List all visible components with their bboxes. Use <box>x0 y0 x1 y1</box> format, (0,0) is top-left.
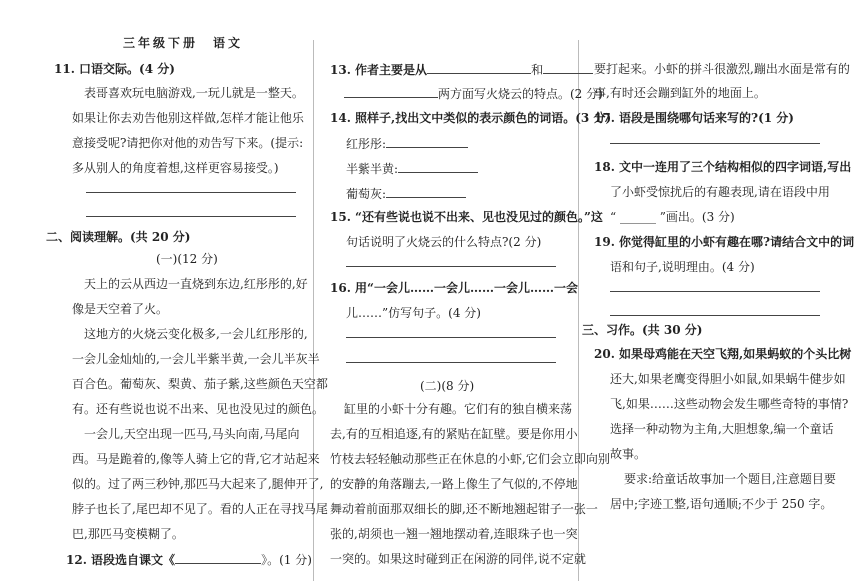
page-header: 三年级下册 语文 <box>123 36 244 50</box>
q14-blank[interactable] <box>386 186 466 198</box>
q12-text: 12. 语段选自课文《 <box>66 553 176 567</box>
section-3-heading: 三、习作。(共 30 分) <box>582 323 703 337</box>
passage-line: 一会儿金灿灿的,一会儿半紫半黄,一会儿半灰半 <box>72 352 320 366</box>
q18-question-cont: “ ______ ”画出。(3 分) <box>610 210 735 224</box>
passage-line: 一突的。如果这时碰到正在闲游的同伴,说不定就 <box>330 552 586 566</box>
q16-question: 16. 用“一会儿……一会儿……一会儿……一会 <box>330 281 578 295</box>
passage-line: 要打起来。小虾的拼斗很激烈,蹦出水面是常有的 <box>594 62 850 76</box>
q13-text-cont: 两方面写火烧云的特点。(2 分) <box>438 87 603 101</box>
q14-item <box>346 186 466 201</box>
passage-line: 像是天空着了火。 <box>72 302 169 316</box>
passage-line: 缸里的小虾十分有趣。它们有的独自横来荡 <box>344 402 573 416</box>
q14-blank[interactable] <box>386 136 468 148</box>
q20-question-cont: 故事。 <box>610 447 647 461</box>
q13-text: 13. 作者主要是从 <box>330 63 428 77</box>
q20-requirement: 要求:给童话故事加一个题目,注意题目要 <box>624 472 836 486</box>
q13-blank-2[interactable] <box>543 62 593 74</box>
q13-blank-3[interactable] <box>344 86 438 98</box>
q11-heading: 11. 口语交际。(4 分) <box>54 62 175 76</box>
answer-line[interactable] <box>346 362 556 363</box>
q14-question: 14. 照样子,找出文中类似的表示颜色的词语。(3 分) <box>330 111 612 125</box>
passage-line: 巴,那匹马变模糊了。 <box>72 527 184 541</box>
q15-question: 15. “还有些说也说不出来、见也没见过的颜色。”这 <box>330 210 603 224</box>
q12-question <box>66 552 312 567</box>
passage-line: 一会儿,天空出现一匹马,马头向南,马尾向 <box>84 427 300 441</box>
q20-question: 20. 如果母鸡能在天空飞翔,如果蚂蚁的个头比树 <box>594 347 852 361</box>
passage-line: 去,有的互相追逐,有的紧贴在缸壁。要是你用小 <box>330 427 578 441</box>
passage-line: 天上的云从西边一直烧到东边,红彤彤的,好 <box>84 277 308 291</box>
q14-item <box>346 161 478 176</box>
passage-line: 西。马是跪着的,像等人骑上它的背,它才站起来 <box>72 452 320 466</box>
q11-line: 表哥喜欢玩电脑游戏,一玩儿就是一整天。 <box>84 86 304 100</box>
q14-item <box>346 136 468 151</box>
q13-question-cont <box>344 86 603 101</box>
q20-question-cont: 飞,如果……这些动物会发生哪些奇特的事情? <box>610 397 849 411</box>
passage-line: 脖子也长了,尾巴却不见了。看的人正在寻找马尾 <box>72 502 328 516</box>
q11-line: 如果让你去劝告他别这样做,怎样才能让他乐 <box>72 111 304 125</box>
answer-line[interactable] <box>346 337 556 338</box>
answer-line[interactable] <box>610 143 820 144</box>
q20-question-cont: 选择一种动物为主角,大胆想象,编一个童话 <box>610 422 834 436</box>
q13-and: 和 <box>531 63 544 77</box>
answer-line[interactable] <box>610 315 820 316</box>
q16-question-cont: 儿……”仿写句子。(4 分) <box>346 306 481 320</box>
q19-question: 19. 你觉得缸里的小虾有趣在哪?请结合文中的词 <box>594 235 855 249</box>
answer-line[interactable] <box>86 192 296 193</box>
q14-label: 葡萄灰: <box>346 187 387 201</box>
answer-line[interactable] <box>346 266 556 267</box>
q13-question <box>330 62 593 77</box>
passage-line: 事,有时还会蹦到缸外的地面上。 <box>594 86 766 100</box>
passage-line: 张的,胡须也一翘一翘地摆动着,连眼珠子也一突 <box>330 527 578 541</box>
q14-blank[interactable] <box>398 161 478 173</box>
passage-line: 竹枝去轻轻触动那些正在休息的小虾,它们会立即向别 <box>330 452 610 466</box>
answer-line[interactable] <box>86 216 296 217</box>
q20-question-cont: 还大,如果老鹰变得胆小如鼠,如果蜗牛健步如 <box>610 372 846 386</box>
q14-label: 红彤彤: <box>346 137 387 151</box>
q20-requirement-cont: 居中;字迹工整,语句通顺;不少于 250 字。 <box>610 497 833 511</box>
q13-blank-1[interactable] <box>427 62 531 74</box>
passage-line: 舞动着前面那双细长的脚,还不断地翘起钳子一张一 <box>330 502 598 516</box>
q18-question: 18. 文中一连用了三个结构相似的四字词语,写出 <box>594 160 852 174</box>
section-2-heading: 二、阅读理解。(共 20 分) <box>46 230 191 244</box>
part-1-heading: (一)(12 分) <box>156 252 218 266</box>
column-divider <box>313 40 314 581</box>
q17-question: 17. 语段是围绕哪句话来写的?(1 分) <box>594 111 794 125</box>
q11-line: 意接受呢?请把你对他的劝告写下来。(提示: <box>72 136 304 150</box>
q15-question-cont: 句话说明了火烧云的什么特点?(2 分) <box>346 235 542 249</box>
passage-line: 的安静的角落蹦去,一路上像生了气似的,不停地 <box>330 477 578 491</box>
passage-line: 似的。过了两三秒钟,那匹马大起来了,腿伸开了, <box>72 477 324 491</box>
q18-question-cont: 了小虾受惊扰后的有趣表现,请在语段中用 <box>610 185 830 199</box>
q14-label: 半紫半黄: <box>346 162 399 176</box>
answer-line[interactable] <box>610 291 820 292</box>
part-2-heading: (二)(8 分) <box>420 379 475 393</box>
passage-line: 这地方的火烧云变化极多,一会儿红彤彤的, <box>84 327 308 341</box>
passage-line: 有。还有些说也说不出来、见也没见过的颜色。 <box>72 402 325 416</box>
q12-blank[interactable] <box>175 552 261 564</box>
q11-line: 多从别人的角度着想,这样更容易接受。) <box>72 161 279 175</box>
passage-line: 百合色。葡萄灰、梨黄、茄子紫,这些颜色天空都 <box>72 377 328 391</box>
q19-question-cont: 语和句子,说明理由。(4 分) <box>610 260 755 274</box>
q12-score: 》。(1 分) <box>261 553 312 567</box>
